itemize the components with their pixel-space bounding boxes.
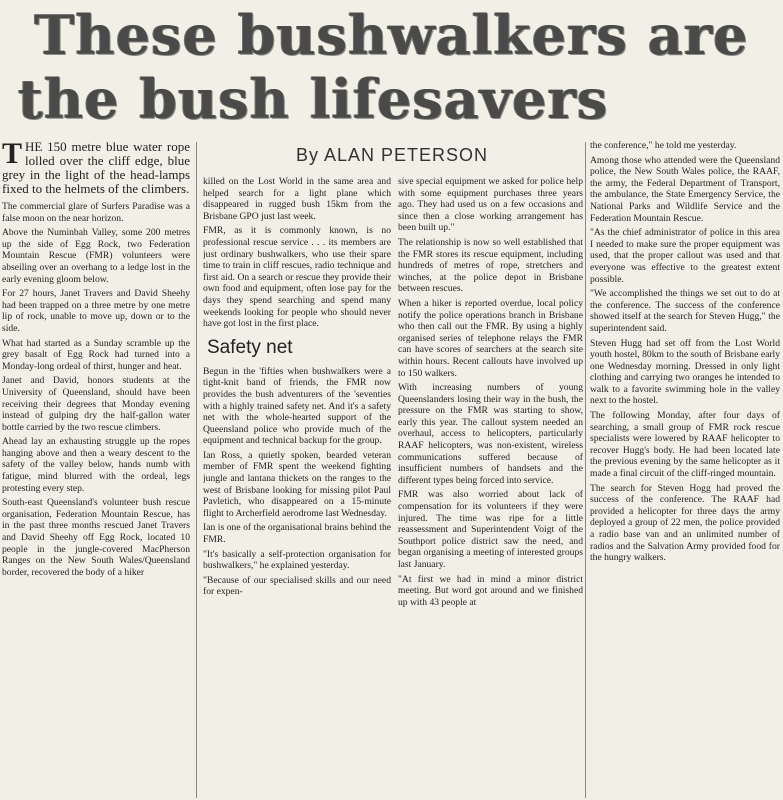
article-paragraph: "At first we had in mind a minor district meeting. But word got around and we finished up with 43 people at: [398, 573, 583, 608]
article-paragraph: Janet and David, honors students at the University of Queensland, should have been receiving their degrees that Monday evening instead of gulping dry the half-gallon water bottle carried by the two rescue climbers.: [2, 375, 190, 433]
article-paragraph: Among those who attended were the Queensland police, the New South Wales police, the RAAF, the army, the Federal Department of Transport, the ambulance, the State Emergency Service, the National Parks and Wildlife Service and the Federation Mountain Rescue.: [590, 154, 780, 224]
byline: By ALAN PETERSON: [296, 145, 489, 165]
article-paragraph: Ian Ross, a quietly spoken, bearded veteran member of FMR spent the weekend fighting jungle and lantana thickets on the ranges to the west of Brisbane looking for missing pilot Paul Pavletich, who disappeared on a 15-minute flight to Archerfield aerodrome last Wednesday.: [203, 449, 391, 519]
article-paragraph: The search for Steven Hogg had proved the success of the conference. The RAAF had provided a helicopter for three days the army deployed a group of 22 men, the police provided a radio base van and an unlimited number of radios and the Salvation Army provided food for the hungry walkers.: [590, 482, 780, 564]
article-paragraph: "As the chief administrator of police in this area I needed to make sure the proper equipment was used, that the proper callout was used and that everyone was effective to the greatest extent possible.: [590, 227, 780, 285]
subheading: Safety net: [207, 336, 293, 358]
article-paragraph: With increasing numbers of young Queenslanders losing their way in the bush, the pressure on the FMR was starting to show, early this year. The callout system needed an overhaul, access to helicopters, particularly RAAF helicopters, was non-existent, wireless communications suffered because of insufficient numbers of handsets and the different types being forced into service.: [398, 382, 583, 486]
article-paragraph: For 27 hours, Janet Travers and David Sheehy had been trapped on a three metre by one metre lip of rock, unable to move up, down or to the side.: [2, 288, 190, 334]
article-column-2: [203, 176, 391, 798]
article-paragraph: killed on the Lost World in the same area and helped search for a light plane which disappeared in rugged bush 15km from the Brisbane GPO just last week.: [203, 176, 391, 222]
article-paragraph: Ian is one of the organisational brains behind the FMR.: [203, 522, 391, 546]
headline: [0, 0, 783, 142]
lead-text: HE 150 metre blue water rope lolled over the cliff edge, blue grey in the light of the head-lamps fixed to the helmets of the climbers.: [2, 140, 190, 196]
article-paragraph: the conference," he told me yesterday.: [590, 140, 737, 151]
article-paragraph: FMR was also worried about lack of compensation for its volunteers if they were injured. The time was ripe for a little reassessment and Superintendent Voigt of the Southport police district saw the need, and began organising a meeting of interested groups last January.: [398, 489, 583, 570]
column-rule: [196, 142, 197, 798]
article-paragraph: Begun in the 'fifties when bushwalkers were a tight-knit band of friends, the FMR now provides the bush adventurers of the 'seventies with a highly trained safety net. And it's a safety net with the whole-hearted support of the Queensland police who provide much of the equipment and technical backup for the group.: [203, 365, 391, 447]
article-paragraph: The relationship is now so well established that the FMR stores its rescue equipment, including hundreds of metres of rope, stretchers and winches, at the police depot in Brisbane between rescues.: [398, 236, 583, 295]
article-paragraph: "It's basically a self-protection organisation for bushwalkers," he explained yesterday.: [203, 548, 391, 572]
article-paragraph: sive special equipment we asked for police help with some equipment purchases three years ago. They had used us on a few occasions and since then a close working arrangement has been built up.": [398, 176, 583, 234]
article-paragraph: South-east Queensland's volunteer bush rescue organisation, Federation Mountain Rescue, has in the past three months rescued Janet Travers and David Sheehy off Egg Rock, located 10 people in the jungle-covered MacPherson Ranges on the New South Wales/Queensland border, recovered the body of a hiker: [2, 497, 190, 578]
article-paragraph: Ahead lay an exhausting struggle up the ropes hanging above and then a weary descent to the safety of the valley below, hands numb with fatigue, mind blurred with the ordeal, legs protesting every step.: [2, 436, 190, 494]
article-column-4: [590, 140, 780, 798]
article-paragraph: What had started as a Sunday scramble up the grey basalt of Egg Rock had turned into a Monday-long ordeal of thirst, hunger and heat.: [2, 337, 190, 372]
article-paragraph: The following Monday, after four days of searching, a small group of FMR rock rescue specialists were lowered by RAAF helicopter to recover Hugg's body. He had been located late the previous evening by the same helicopter as it made a final circuit of the cliff-ringed mountain.: [590, 410, 780, 480]
article-column-3: [398, 176, 583, 798]
headline-line-1: These bushwalkers are: [34, 3, 749, 67]
article-paragraph: "Because of our specialised skills and our need for expen-: [203, 574, 391, 598]
article-paragraph: "We accomplished the things we set out to do at the conference. The success of the conference showed itself at the search for Steven Hugg," the superintendent said.: [590, 288, 780, 334]
drop-cap: T: [2, 140, 23, 170]
headline-line-2: the bush lifesavers: [18, 67, 609, 131]
lead-paragraph: [2, 140, 190, 196]
article-paragraph: The commercial glare of Surfers Paradise was a false moon on the near horizon.: [2, 201, 190, 224]
article-column-1: [2, 140, 190, 798]
article-paragraph: Above the Numinbah Valley, some 200 metres up the side of Egg Rock, two Federation Mountain Rescue (FMR) volunteers were abseiling over an overhang to a ledge lost in the early evening gloom below.: [2, 227, 190, 285]
article-paragraph: FMR, as it is commonly known, is no professional rescue service . . . its members are just ordinary bushwalkers, who use their spare time to train in cliff rescues, radio technique and first aid. On a search or rescue they provide their own food and equipment, often lose pay for the days they spend searching and spend many weekends looking for people who should never have got lost in the first place.: [203, 225, 391, 330]
column-rule: [585, 142, 586, 798]
article-paragraph: Steven Hugg had set off from the Lost World youth hostel, 80km to the south of Brisbane early one Wednesday morning. Dressed in only light clothing and carrying two oranges he intended to walk to a favorite swimming hole in the valley next to the hostel.: [590, 337, 780, 407]
article-paragraph: When a hiker is reported overdue, local policy notify the police operations branch in Brisbane who then call out the FMR. By using a highly organised series of telephone relays the FMR can have scores of searchers at the search site within hours. Recent callouts have involved up to 150 walkers.: [398, 297, 583, 379]
